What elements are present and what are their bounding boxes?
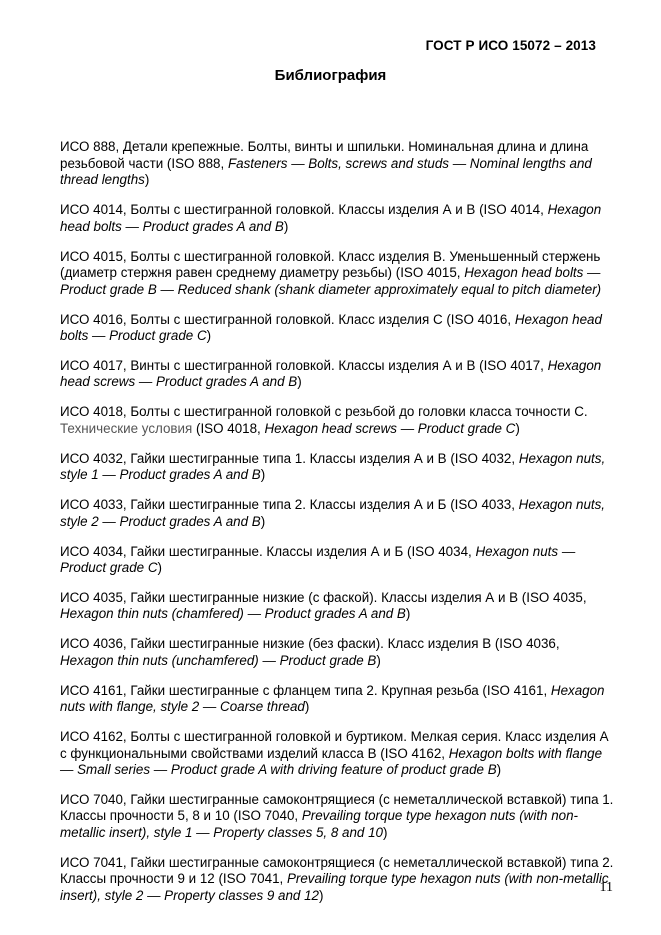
bibliography-entry [60,202,616,235]
entry-ru-text: ИСО 4018, Болты с шестигранной головкой с резьбой до головки класса точности С. [60,404,588,420]
entry-ru-gray-text: Технические условия [60,420,193,436]
entry-en-title: Hexagon bolts with flange — Small series — Product grade A with driving feature of product grade B [60,745,603,778]
entry-close: ) [157,560,162,576]
entry-close: ) [283,218,289,234]
entry-ru-text: ИСО 4035, Гайки шестигранные низкие (с фаской). Классы изделия А и В (ISO 4035, [60,589,587,605]
entry-close: ) [260,513,266,529]
entry-close: ) [206,328,212,344]
standard-code-header: ГОСТ Р ИСО 15072 – 2013 [425,38,596,53]
entry-ru-text: ИСО 4014, Болты с шестигранной головкой. Классы изделия А и В (ISO 4014, [60,202,548,218]
bibliography-entry [60,497,616,530]
bibliography-entry [60,636,616,669]
bibliography-entry [60,139,616,189]
entry-ru-text: ИСО 7040, Гайки шестигранные самоконтрящиеся (с неметаллической вставкой) типа 1. Классы прочности 5, 8 и 10 (ISO 7040, [60,791,614,824]
bibliography-entry [60,683,616,716]
entry-ru-text: ИСО 4033, Гайки шестигранные типа 2. Классы изделия А и Б (ISO 4033, [60,497,519,513]
entry-en-title: Fasteners — Bolts, screws and studs — Nominal lengths and thread lengths [60,155,592,188]
entry-close: ) [515,420,520,436]
page-title: Библиография [274,67,387,84]
entry-ru-text: ИСО 4161, Гайки шестигранные с фланцем типа 2. Крупная резьба (ISO 4161, [60,682,551,698]
bibliography-list [60,126,616,917]
entry-close: ) [144,172,150,188]
entry-ru-text: ИСО 4015, Болты с шестигранной головкой. Класс изделия В. Уменьшенный стержень (диаметр стержня равен среднему диаметру резьбы) (ISO 4015, [60,248,601,281]
entry-close: ) [319,887,324,903]
bibliography-entry [60,404,616,437]
entry-ru-text: ИСО 4032, Гайки шестигранные типа 1. Классы изделия А и В (ISO 4032, [60,450,519,466]
page-number: 11 [599,880,613,895]
entry-ru-text: ИСО 4034, Гайки шестигранные. Классы изделия А и Б (ISO 4034, [60,543,476,559]
entry-en-title: Hexagon nuts, style 2 — Product grades A and B [60,497,606,529]
entry-close: ) [297,374,302,390]
entry-en-title: Prevailing torque type hexagon nuts (with non-metallic insert), style 1 — Property classes 5, 8 and 10 [60,808,579,840]
entry-close: ) [376,652,381,668]
entry-ru-text: ИСО 7041, Гайки шестигранные самоконтрящиеся (с неметаллической вставкой) типа 2. Классы прочности 9 и 12 (ISO 7041, [60,854,614,887]
entry-ru-text: ИСО 4036, Гайки шестигранные низкие (без фаски). Класс изделия В (ISO 4036, [60,636,560,652]
entry-ru-text: ИСО 4017, Винты с шестигранной головкой. Классы изделия А и В (ISO 4017, [60,357,548,373]
entry-close: ) [304,699,310,715]
entry-en-title: Hexagon nuts with flange, style 2 — Coarse thread [60,682,605,715]
entry-en-title: Hexagon head bolts — Product grades A and B [60,202,602,234]
bibliography-entry [60,855,616,905]
bibliography-entry [60,312,616,345]
entry-en-title: Hexagon thin nuts (unchamfered) — Product grade B [60,652,377,668]
entry-en-title: Hexagon nuts — Product grade C [60,543,576,576]
entry-ru-text: ИСО 4016, Болты с шестигранной головкой. Класс изделия С (ISO 4016, [60,311,515,327]
entry-close: ) [260,467,266,483]
bibliography-entry [60,590,616,623]
bibliography-entry [60,358,616,391]
bibliography-entry [60,544,616,577]
entry-en-title: Hexagon head screws — Product grades A and B [60,357,602,390]
entry-ru-text-cont: (ISO 4018, [192,420,265,436]
entry-en-title: Hexagon nuts, style 1 — Product grades A and B [60,450,606,483]
entry-close: ) [383,824,388,840]
entry-ru-text: ИСО 4162, Болты с шестигранной головкой и буртиком. Мелкая серия. Класс изделия А с функциональными свойствами изделий класса В (ISO 4162, [60,729,609,761]
bibliography-entry [60,792,616,842]
entry-ru-text: ИСО 888, Детали крепежные. Болты, винты и шпильки. Номинальная длина и длина резьбовой части (ISO 888, [60,139,589,171]
entry-en-title: Hexagon head bolts — Product grade C [60,311,602,344]
entry-close: ) [405,606,411,622]
bibliography-entry [60,451,616,484]
bibliography-entry [60,729,616,779]
entry-close: ) [496,762,502,778]
entry-en-title: Hexagon thin nuts (chamfered) — Product grades A and B [60,606,406,622]
entry-en-title: Hexagon head bolts — Product grade B — Reduced shank (shank diameter approximately equal to pitch diameter) [60,265,602,297]
entry-en-title: Hexagon head screws — Product grade C [264,420,516,436]
entry-en-title: Prevailing torque type hexagon nuts (with non-metallic insert), style 2 — Property classes 9 and 12 [60,871,609,903]
bibliography-entry [60,249,616,299]
